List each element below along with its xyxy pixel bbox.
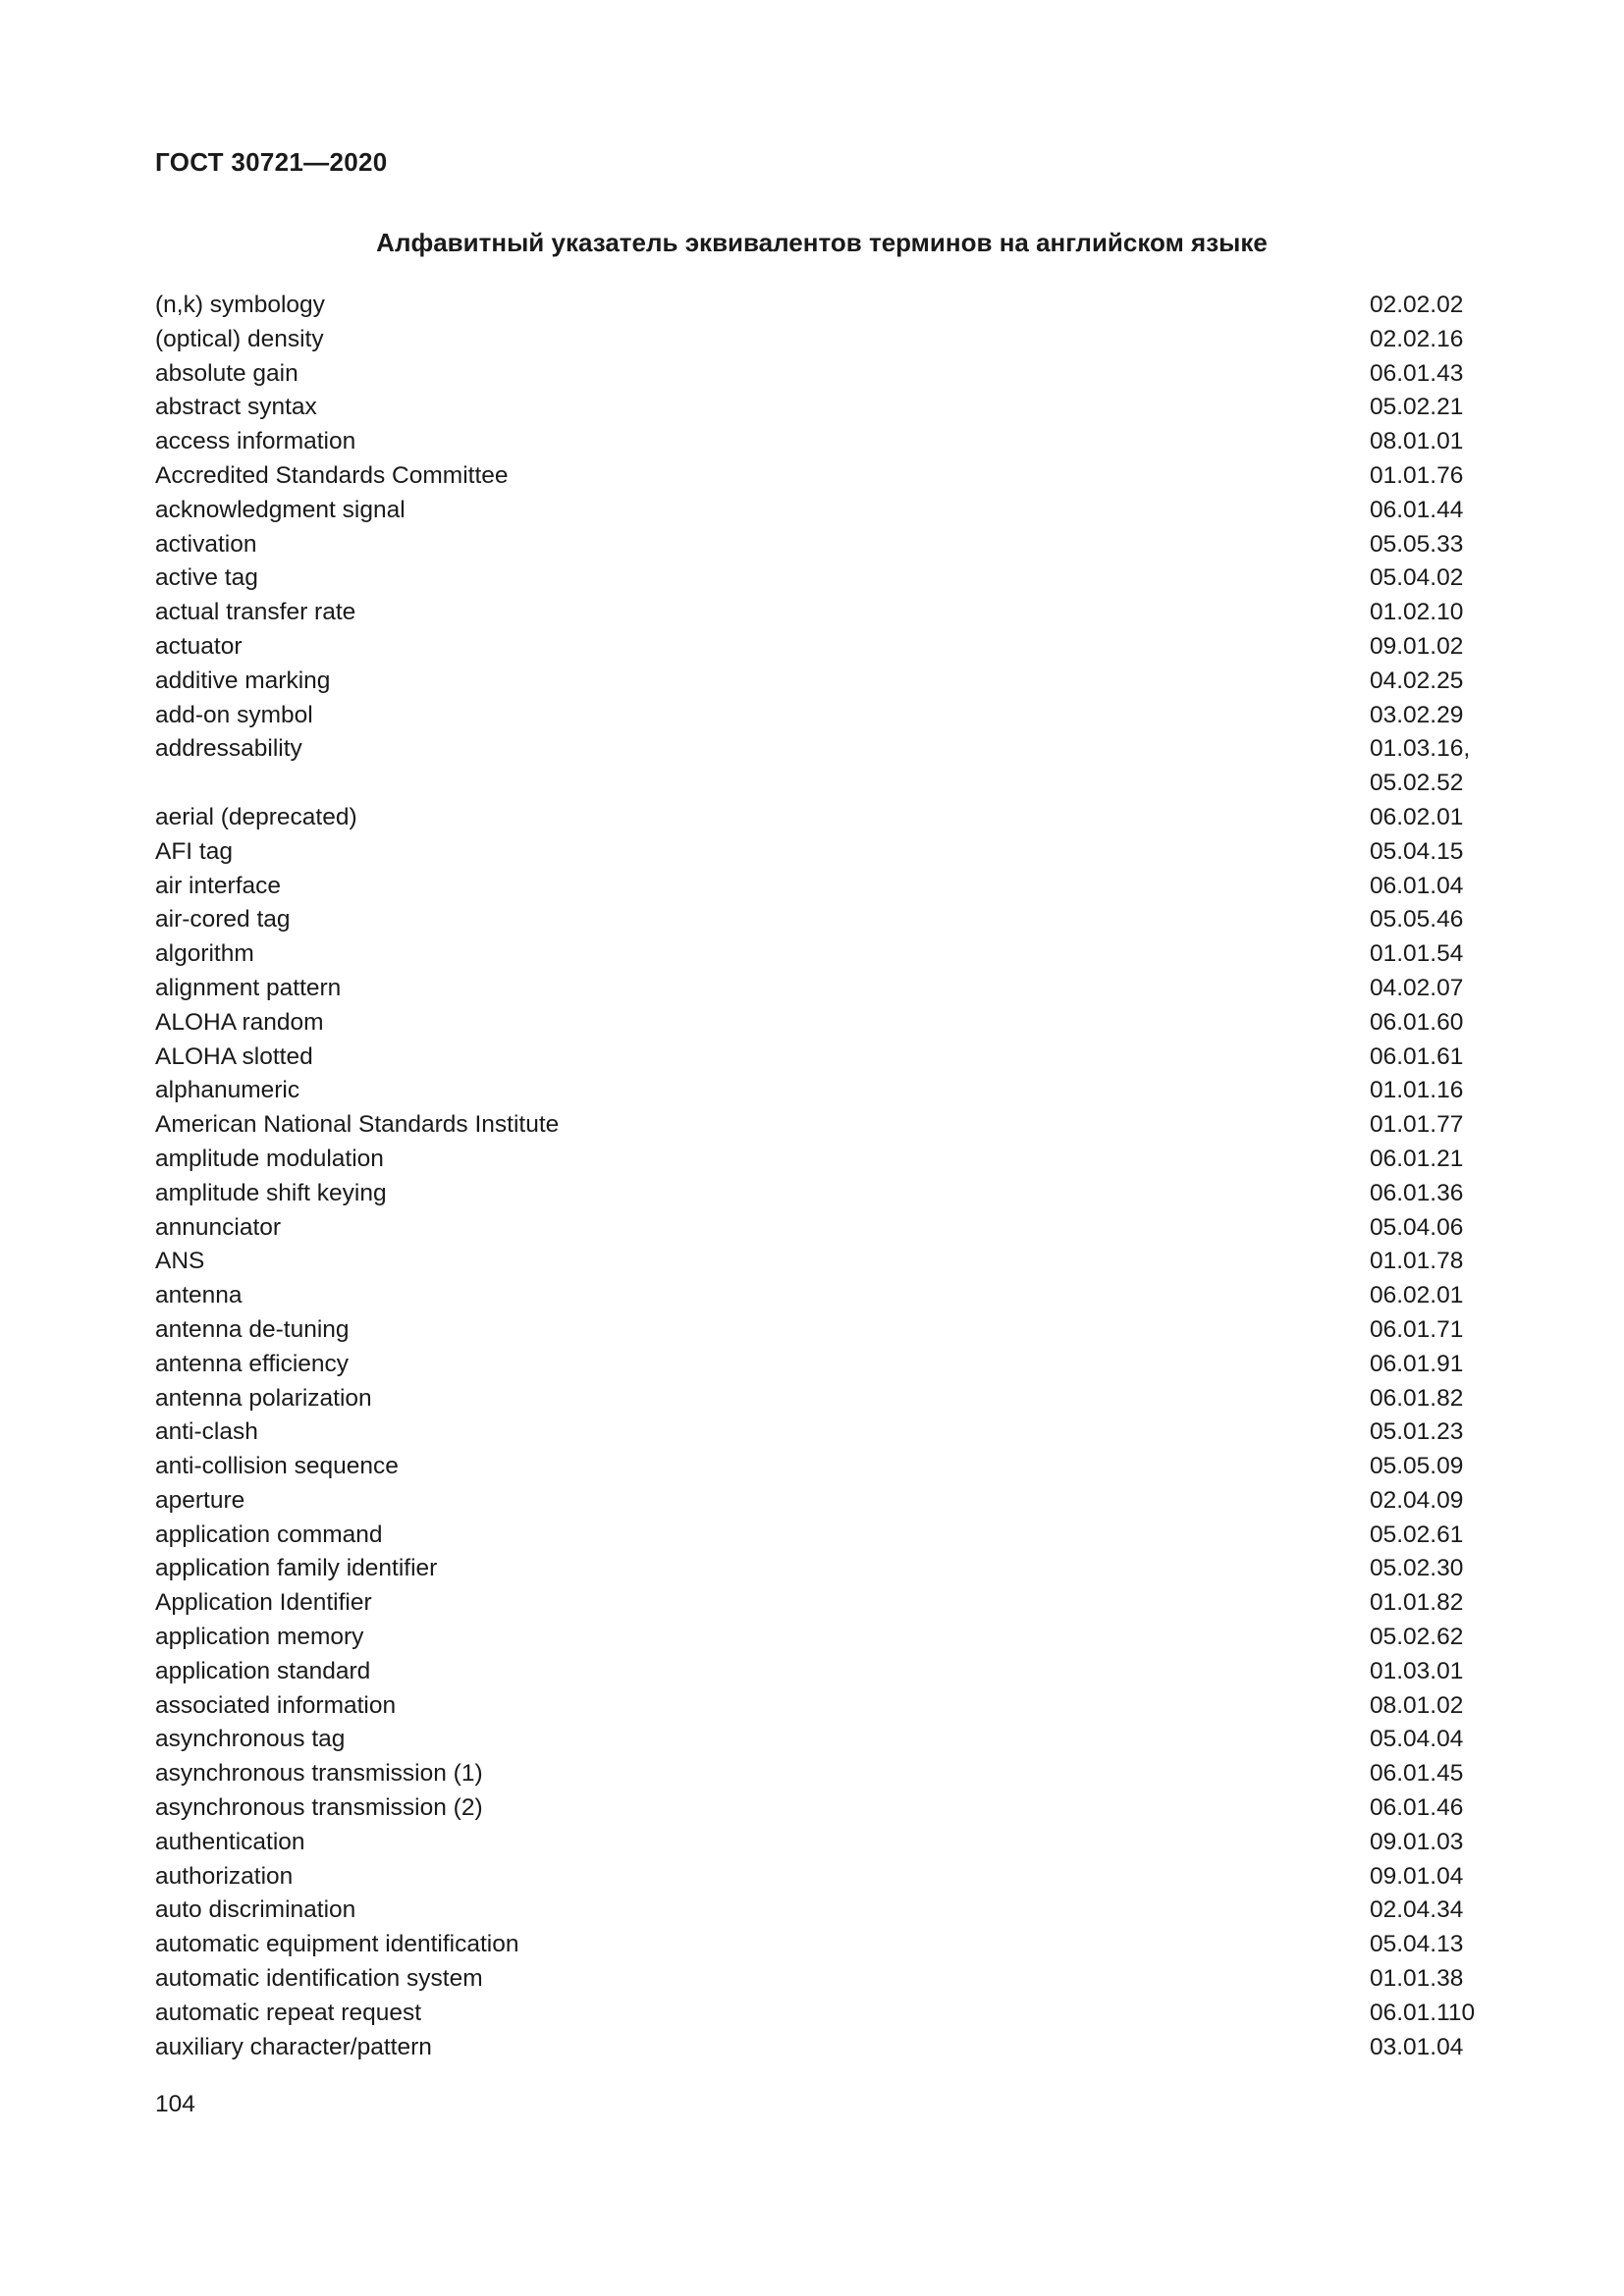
entry-references (1370, 1279, 1463, 1313)
entry-references (1370, 1723, 1463, 1757)
index-entry (155, 630, 1471, 665)
entry-term: acknowledgment signal (155, 496, 406, 523)
entry-references (1370, 972, 1463, 1006)
entry-term: active tag (155, 564, 258, 592)
index-entry (155, 1655, 1471, 1689)
entry-reference-number: 01.01.77 (1370, 1111, 1464, 1139)
index-entry (155, 1006, 1471, 1041)
entry-references (1370, 528, 1463, 562)
entry-reference-number: 05.02.21 (1370, 394, 1464, 421)
entry-reference-number: 06.01.21 (1370, 1145, 1464, 1172)
entry-references (1370, 630, 1463, 665)
index-entry (155, 835, 1471, 870)
entry-term: algorithm (155, 940, 254, 968)
entry-reference-number: 02.04.34 (1370, 1896, 1464, 1924)
entry-term: actual transfer rate (155, 599, 356, 626)
entry-term: anti-collision sequence (155, 1453, 399, 1480)
index-entry (155, 1245, 1471, 1279)
entry-term: activation (155, 530, 257, 558)
entry-term: automatic identification system (155, 1965, 483, 1993)
index-entry (155, 732, 1471, 801)
entry-reference-number: 06.02.01 (1370, 803, 1464, 830)
entry-term: alphanumeric (155, 1077, 300, 1104)
entry-term: abstract syntax (155, 394, 317, 421)
entry-references (1370, 1108, 1463, 1143)
entry-term: American National Standards Institute (155, 1111, 560, 1139)
entry-reference-number: 05.04.15 (1370, 837, 1464, 865)
index-entry (155, 1586, 1471, 1621)
entry-reference-number: 01.03.01 (1370, 1657, 1464, 1684)
entry-term: annunciator (155, 1213, 282, 1241)
entry-reference-number: 06.01.43 (1370, 359, 1464, 387)
index-entry (155, 357, 1471, 392)
index-entry (155, 2031, 1471, 2065)
index-entry (155, 1177, 1471, 1211)
index-entry (155, 801, 1471, 835)
entry-reference-number: 09.01.02 (1370, 632, 1464, 660)
index-entry (155, 937, 1471, 972)
entry-term: antenna (155, 1282, 243, 1309)
entry-reference-number: 06.01.110 (1370, 1999, 1476, 2026)
entry-term: auto discrimination (155, 1896, 356, 1924)
entry-reference-number: 06.02.01 (1370, 1282, 1464, 1309)
entry-references (1370, 1519, 1463, 1553)
entry-references (1370, 289, 1463, 323)
entry-term: (optical) density (155, 325, 324, 352)
entry-reference-number: 06.01.91 (1370, 1350, 1464, 1377)
entry-reference-number: 02.04.09 (1370, 1486, 1464, 1514)
entry-references (1370, 1894, 1463, 1928)
entry-reference-number: 06.01.61 (1370, 1042, 1464, 1070)
entry-references (1370, 1860, 1463, 1895)
entry-term: asynchronous tag (155, 1726, 346, 1753)
entry-reference-number: 01.01.82 (1370, 1589, 1464, 1617)
entry-references (1370, 835, 1463, 870)
index-entry (155, 1757, 1471, 1791)
entry-reference-number: 06.01.44 (1370, 496, 1464, 523)
entry-references (1370, 561, 1463, 596)
index-entry (155, 1962, 1471, 1997)
entry-references (1370, 1313, 1463, 1348)
entry-reference-number: 05.02.30 (1370, 1555, 1464, 1582)
entry-reference-number: 02.02.16 (1370, 325, 1464, 352)
entry-references (1370, 1348, 1463, 1382)
entry-reference-number: 05.05.09 (1370, 1453, 1464, 1480)
entry-references (1370, 1415, 1463, 1450)
entry-references (1370, 1041, 1463, 1075)
entry-references (1370, 459, 1463, 494)
entry-reference-number: 01.01.78 (1370, 1248, 1464, 1275)
entry-references (1370, 1484, 1463, 1519)
entry-reference-number: 08.01.01 (1370, 428, 1464, 455)
entry-term: anti-clash (155, 1418, 258, 1446)
index-entry (155, 1279, 1471, 1313)
entry-term: ANS (155, 1248, 205, 1275)
entry-reference-number: 05.04.02 (1370, 564, 1464, 592)
index-entry (155, 903, 1471, 937)
entry-term: amplitude modulation (155, 1145, 384, 1172)
entry-reference-number: 06.01.60 (1370, 1008, 1464, 1036)
entry-references (1370, 1006, 1463, 1041)
entry-term: air interface (155, 872, 282, 899)
entry-term: application command (155, 1521, 383, 1548)
index-entry (155, 1041, 1471, 1075)
entry-reference-number: 05.04.13 (1370, 1931, 1464, 1958)
entry-references (1370, 1928, 1463, 1962)
index-entry (155, 1860, 1471, 1895)
entry-reference-number: 04.02.25 (1370, 667, 1464, 694)
entry-term: antenna polarization (155, 1384, 372, 1412)
entry-references (1370, 323, 1463, 357)
entry-references (1370, 903, 1463, 937)
entry-references (1370, 870, 1463, 904)
index-entry (155, 1143, 1471, 1177)
entry-reference-number: 04.02.07 (1370, 974, 1464, 1001)
entry-reference-number: 05.02.62 (1370, 1624, 1464, 1651)
entry-term: application memory (155, 1624, 364, 1651)
entry-references (1370, 699, 1463, 733)
index-entry (155, 1108, 1471, 1143)
index-entry (155, 1791, 1471, 1826)
entry-reference-number: 01.03.16, (1370, 735, 1471, 763)
entry-term: air-cored tag (155, 906, 291, 934)
entry-term: additive marking (155, 667, 331, 694)
entry-reference-number: 09.01.04 (1370, 1862, 1464, 1890)
entry-references (1370, 1757, 1463, 1791)
entry-references (1370, 425, 1463, 459)
entry-references (1370, 2031, 1463, 2065)
index-entry (155, 1415, 1471, 1450)
index-entry (155, 528, 1471, 562)
entry-references (1370, 391, 1463, 425)
entry-term: asynchronous transmission (1) (155, 1760, 483, 1788)
entry-term: actuator (155, 632, 243, 660)
index-entry (155, 1621, 1471, 1655)
entry-reference-number: 06.01.71 (1370, 1315, 1464, 1343)
entry-term: Application Identifier (155, 1589, 372, 1617)
index-entry (155, 391, 1471, 425)
index-entry (155, 1348, 1471, 1382)
index-entry (155, 561, 1471, 596)
entry-reference-number: 06.01.04 (1370, 872, 1464, 899)
index-entry (155, 494, 1471, 528)
index-title: Алфавитный указатель эквивалентов терминов на английском языке (376, 228, 1268, 257)
entry-references (1370, 494, 1463, 528)
page-number: 104 (155, 2091, 195, 2117)
entry-reference-number: 02.02.02 (1370, 292, 1464, 318)
entry-references (1370, 596, 1463, 630)
index-entry (155, 1074, 1471, 1108)
index-entry (155, 1894, 1471, 1928)
entry-term: alignment pattern (155, 974, 342, 1001)
index-entry (155, 972, 1471, 1006)
entry-reference-number: 05.02.52 (1370, 770, 1464, 797)
entry-term: amplitude shift keying (155, 1179, 387, 1206)
entry-references (1370, 1382, 1463, 1416)
entry-reference-number: 08.01.02 (1370, 1691, 1464, 1719)
entry-references (1370, 1211, 1463, 1246)
index-entry (155, 289, 1471, 323)
entry-reference-number: 06.01.45 (1370, 1760, 1464, 1788)
entry-references (1370, 801, 1463, 835)
entry-reference-number: 03.02.29 (1370, 701, 1464, 728)
index-entry (155, 596, 1471, 630)
entry-reference-number: 01.01.16 (1370, 1077, 1464, 1104)
entry-reference-number: 05.01.23 (1370, 1418, 1464, 1446)
entry-term: automatic repeat request (155, 1999, 422, 2026)
entry-references (1370, 1997, 1475, 2031)
index-entry (155, 699, 1471, 733)
entry-references (1370, 1143, 1463, 1177)
entry-term: add-on symbol (155, 701, 313, 728)
entry-references (1370, 1791, 1463, 1826)
entry-reference-number: 05.02.61 (1370, 1521, 1464, 1548)
entry-term: Accredited Standards Committee (155, 461, 509, 489)
entry-reference-number: 03.01.04 (1370, 2033, 1464, 2060)
entry-references (1370, 1074, 1463, 1108)
entry-term: (n,k) symbology (155, 292, 325, 318)
entry-term: authentication (155, 1828, 305, 1855)
index-entry (155, 1552, 1471, 1586)
entry-term: antenna de-tuning (155, 1315, 350, 1343)
index-entry (155, 425, 1471, 459)
index-entry (155, 665, 1471, 699)
entry-reference-number: 09.01.03 (1370, 1828, 1464, 1855)
entry-reference-number: 05.05.46 (1370, 906, 1464, 934)
entry-term: auxiliary character/pattern (155, 2033, 432, 2060)
entry-reference-number: 05.05.33 (1370, 530, 1464, 558)
index-entry (155, 870, 1471, 904)
entry-reference-number: 06.01.82 (1370, 1384, 1464, 1412)
index-entry (155, 1211, 1471, 1246)
entry-reference-number: 06.01.46 (1370, 1794, 1464, 1822)
entry-term: antenna efficiency (155, 1350, 350, 1377)
entry-reference-number: 06.01.36 (1370, 1179, 1464, 1206)
entry-reference-number: 01.02.10 (1370, 599, 1464, 626)
entry-reference-number: 05.04.04 (1370, 1726, 1464, 1753)
index-entry (155, 1519, 1471, 1553)
entry-term: asynchronous transmission (2) (155, 1794, 483, 1822)
entry-term: absolute gain (155, 359, 298, 387)
entry-term: ALOHA slotted (155, 1042, 313, 1070)
index-entry (155, 1723, 1471, 1757)
entry-reference-number: 01.01.54 (1370, 940, 1464, 968)
entry-term: application family identifier (155, 1555, 438, 1582)
entry-reference-number: 01.01.38 (1370, 1965, 1464, 1993)
entry-term: access information (155, 428, 356, 455)
entry-references (1370, 665, 1463, 699)
index-entry (155, 1997, 1476, 2031)
entry-references (1370, 937, 1463, 972)
entry-reference-number: 01.01.76 (1370, 461, 1464, 489)
index-entry (155, 1484, 1471, 1519)
entry-references (1370, 1245, 1463, 1279)
entry-references (1370, 1621, 1463, 1655)
entry-term: addressability (155, 735, 302, 763)
entry-references (1370, 1689, 1463, 1724)
entry-references (1370, 1450, 1463, 1484)
entry-references (1370, 1655, 1463, 1689)
index-entry (155, 1689, 1471, 1724)
entry-references (1370, 1586, 1463, 1621)
entry-term: ALOHA random (155, 1008, 324, 1036)
entry-term: automatic equipment identification (155, 1931, 519, 1958)
entry-term: AFI tag (155, 837, 233, 865)
entry-references (1370, 1177, 1463, 1211)
entry-term: associated information (155, 1691, 397, 1719)
index-entry (155, 323, 1471, 357)
entry-references (1370, 1552, 1463, 1586)
entry-references (1370, 357, 1463, 392)
index-entry (155, 1382, 1471, 1416)
entry-references (1370, 1826, 1463, 1860)
standard-code-header: ГОСТ 30721—2020 (155, 147, 388, 177)
index-entry (155, 1450, 1471, 1484)
entry-term: aerial (deprecated) (155, 803, 357, 830)
entry-term: application standard (155, 1657, 371, 1684)
entry-references (1370, 1962, 1463, 1997)
index-entry-list (155, 289, 1476, 2064)
entry-term: authorization (155, 1862, 294, 1890)
index-entry (155, 459, 1471, 494)
entry-reference-number: 05.04.06 (1370, 1213, 1464, 1241)
index-entry (155, 1826, 1471, 1860)
index-entry (155, 1313, 1471, 1348)
entry-term: aperture (155, 1486, 245, 1514)
index-entry (155, 1928, 1471, 1962)
entry-references (1370, 732, 1470, 801)
